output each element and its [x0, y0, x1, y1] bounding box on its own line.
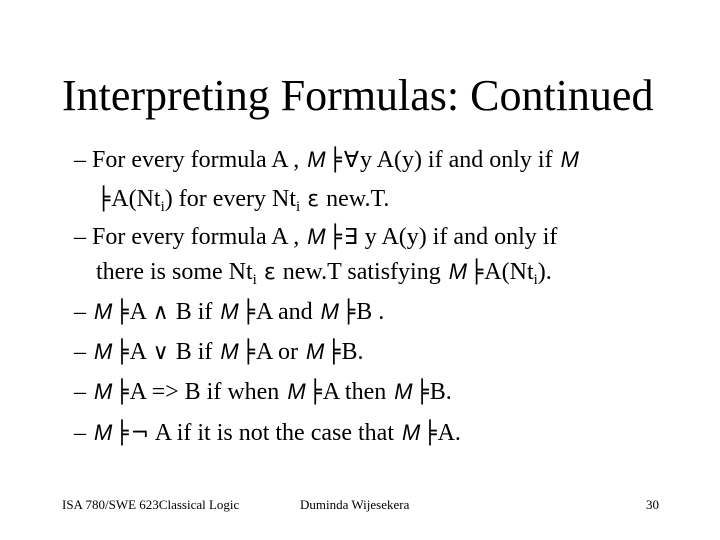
structure-symbol: M: [94, 420, 113, 445]
or-symbol: ∨: [152, 340, 169, 365]
subscript-i: i: [296, 199, 301, 215]
text: A then: [322, 379, 387, 405]
bullet-or: [74, 337, 364, 368]
text: B if: [175, 339, 213, 365]
structure-symbol: M: [94, 339, 113, 364]
models-symbol: ╞: [470, 260, 484, 285]
bullet-dash: –: [74, 224, 86, 250]
structure-symbol: M: [287, 379, 306, 404]
bullet-forall: [74, 145, 581, 176]
footer-author: Duminda Wijesekera: [300, 497, 410, 512]
structure-symbol: M: [305, 339, 325, 364]
structure-symbol: M: [307, 147, 326, 172]
page-number: 30: [646, 497, 659, 512]
not-symbol: ¬: [130, 421, 150, 446]
epsilon-symbol: ε: [263, 260, 276, 285]
text: For every formula A ,: [92, 147, 300, 173]
models-symbol: ╞: [115, 340, 129, 365]
text: new.T.: [326, 186, 390, 212]
structure-symbol: M: [220, 339, 239, 364]
models-symbol: ╞: [115, 380, 129, 405]
epsilon-symbol: ε: [307, 187, 320, 212]
models-symbol: ╞: [415, 380, 429, 405]
bullet-forall-cont: [96, 184, 389, 222]
text: B if: [175, 299, 213, 325]
text: ).: [537, 259, 552, 285]
structure-symbol: M: [220, 299, 239, 324]
structure-symbol: M: [394, 379, 413, 404]
bullet-exists: [74, 222, 557, 253]
text: A.: [437, 420, 461, 446]
footer-course: ISA 780/SWE 623Classical Logic: [62, 497, 240, 512]
text: For every formula A ,: [92, 224, 300, 250]
text: A and: [255, 299, 313, 325]
text: B .: [356, 299, 385, 325]
structure-symbol: M: [320, 299, 339, 324]
bullet-dash: –: [74, 299, 86, 325]
bullet-dash: –: [74, 420, 86, 446]
text: ) for every Nt: [164, 186, 297, 212]
and-symbol: ∧: [152, 300, 169, 325]
models-symbol: ╞: [115, 300, 129, 325]
text: A: [129, 339, 146, 365]
subscript-i: i: [533, 272, 538, 288]
bullet-dash: –: [74, 339, 86, 365]
bullet-and: [74, 297, 384, 328]
forall-symbol: ∀: [343, 148, 359, 173]
structure-symbol: M: [402, 420, 421, 445]
text: A: [129, 299, 146, 325]
models-symbol: ╞: [241, 340, 255, 365]
subscript-i: i: [252, 272, 257, 288]
text: B.: [429, 379, 452, 405]
text: B.: [341, 339, 364, 365]
models-symbol: ╞: [115, 421, 129, 446]
text: y A(y) if and only if: [359, 147, 553, 173]
structure-symbol: M: [94, 379, 113, 404]
bullet-not: [74, 418, 461, 449]
models-symbol: ╞: [308, 380, 322, 405]
text: y A(y) if and only if: [364, 224, 558, 250]
text: there is some Nt: [96, 259, 253, 285]
structure-symbol: M: [307, 224, 326, 249]
exists-symbol: ∃: [343, 225, 358, 250]
slide-title: Interpreting Formulas: Continued: [62, 71, 654, 120]
models-symbol: ╞: [341, 300, 356, 325]
models-symbol: ╞: [328, 148, 342, 173]
bullet-dash: –: [74, 147, 86, 173]
models-symbol: ╞: [241, 300, 255, 325]
bullet-dash: –: [74, 379, 86, 405]
models-symbol: ╞: [328, 225, 342, 250]
bullet-implies: [74, 377, 452, 408]
models-symbol: ╞: [97, 187, 111, 212]
models-symbol: ╞: [327, 340, 341, 365]
text: A if it is not the case that: [154, 420, 394, 446]
text: A(Nt: [484, 259, 534, 285]
structure-symbol: M: [448, 259, 468, 284]
text: A(Nt: [111, 186, 161, 212]
text: A => B if when: [129, 379, 280, 405]
text: A or: [255, 339, 298, 365]
structure-symbol: M: [560, 147, 579, 172]
models-symbol: ╞: [423, 421, 437, 446]
bullet-exists-cont: [96, 257, 552, 295]
subscript-i: i: [160, 199, 165, 215]
text: new.T satisfying: [282, 259, 441, 285]
structure-symbol: M: [94, 299, 113, 324]
